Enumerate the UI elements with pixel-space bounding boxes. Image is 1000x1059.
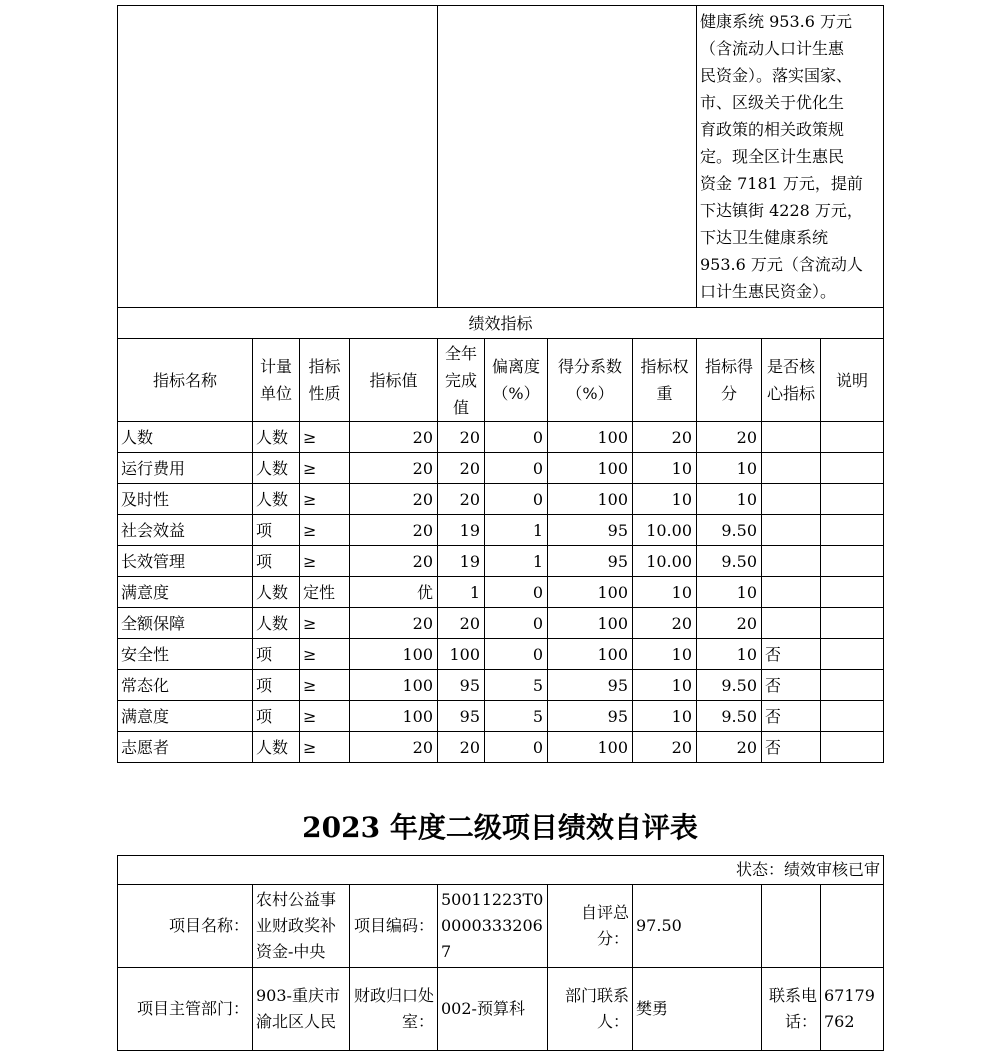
indicator-weight: 10: [633, 577, 697, 608]
indicator-unit: 人数: [253, 484, 300, 515]
indicator-coef: 100: [548, 422, 633, 453]
indicator-actual: 19: [438, 546, 485, 577]
indicator-nature: ≥: [300, 453, 350, 484]
indicator-unit: 人数: [253, 577, 300, 608]
section-title: 绩效指标: [118, 308, 884, 339]
header-note: 说明: [821, 339, 884, 422]
indicator-deviation: 1: [485, 546, 548, 577]
project-code: 50011223T000003332067: [438, 885, 548, 968]
indicator-deviation: 0: [485, 422, 548, 453]
indicator-actual: 1: [438, 577, 485, 608]
indicator-actual: 20: [438, 732, 485, 763]
description-line: 下达镇街 4228 万元，: [700, 201, 863, 220]
indicator-deviation: 5: [485, 701, 548, 732]
phone: 67179762: [821, 968, 884, 1051]
indicator-name: 及时性: [118, 484, 253, 515]
indicator-note: [821, 484, 884, 515]
indicator-core: [762, 453, 821, 484]
self-score: 97.50: [633, 885, 762, 968]
indicator-weight: 10: [633, 701, 697, 732]
blank-cell: [118, 6, 438, 308]
indicator-name: 常态化: [118, 670, 253, 701]
indicator-target: 100: [350, 639, 438, 670]
header-unit: 计量单位: [253, 339, 300, 422]
header-deviation: 偏离度（%）: [485, 339, 548, 422]
description-line: 定。现全区计生惠民: [700, 147, 845, 166]
indicator-core: [762, 546, 821, 577]
indicator-name: 志愿者: [118, 732, 253, 763]
indicator-unit: 项: [253, 515, 300, 546]
table-row: [118, 515, 884, 546]
indicator-score: 10: [697, 453, 762, 484]
description-line: 953.6 万元（含流动人: [700, 255, 863, 274]
header-nature: 指标性质: [300, 339, 350, 422]
indicator-score: 20: [697, 732, 762, 763]
indicator-target: 20: [350, 732, 438, 763]
indicator-note: [821, 453, 884, 484]
indicator-weight: 20: [633, 422, 697, 453]
indicator-name: 运行费用: [118, 453, 253, 484]
description-line: 健康系统 953.6 万元: [700, 12, 852, 31]
table-row: [118, 422, 884, 453]
document-title: 2023 年度二级项目绩效自评表: [302, 811, 698, 844]
table-row: [118, 670, 884, 701]
project-info-table: [117, 855, 884, 1051]
indicator-core: 否: [762, 670, 821, 701]
finance-label: 财政归口处室：: [350, 968, 438, 1051]
indicator-core: [762, 577, 821, 608]
description-line: 育政策的相关政策规: [700, 120, 845, 139]
table-row: [118, 546, 884, 577]
header-weight: 指标权重: [633, 339, 697, 422]
indicator-weight: 10: [633, 453, 697, 484]
indicator-nature: ≥: [300, 639, 350, 670]
contact: 樊勇: [633, 968, 762, 1051]
header-target: 指标值: [350, 339, 438, 422]
indicator-actual: 100: [438, 639, 485, 670]
indicator-actual: 95: [438, 701, 485, 732]
indicator-unit: 人数: [253, 422, 300, 453]
header-score: 指标得分: [697, 339, 762, 422]
dept: 903-重庆市渝北区人民: [253, 968, 350, 1051]
description-line: 市、区级关于优化生: [700, 93, 845, 112]
indicator-weight: 10: [633, 484, 697, 515]
indicator-core: 否: [762, 639, 821, 670]
blank-cell: [438, 6, 697, 308]
indicator-coef: 95: [548, 546, 633, 577]
description-line: 口计生惠民资金）。: [700, 282, 837, 301]
indicator-nature: 定性: [300, 577, 350, 608]
header-core: 是否核心指标: [762, 339, 821, 422]
indicator-weight: 20: [633, 608, 697, 639]
table-row: [118, 453, 884, 484]
indicator-core: [762, 515, 821, 546]
indicator-coef: 100: [548, 639, 633, 670]
indicator-target: 20: [350, 608, 438, 639]
indicator-deviation: 5: [485, 670, 548, 701]
indicator-name: 满意度: [118, 577, 253, 608]
blank-cell: [821, 885, 884, 968]
project-name: 农村公益事业财政奖补资金-中央: [253, 885, 350, 968]
indicator-nature: ≥: [300, 701, 350, 732]
indicator-actual: 20: [438, 422, 485, 453]
description-line: 资金 7181 万元，提前: [700, 174, 863, 193]
indicator-note: [821, 608, 884, 639]
indicator-coef: 100: [548, 608, 633, 639]
indicator-coef: 95: [548, 670, 633, 701]
indicator-note: [821, 639, 884, 670]
indicator-actual: 20: [438, 608, 485, 639]
indicator-weight: 10: [633, 670, 697, 701]
project-name-label: 项目名称：: [118, 885, 253, 968]
description-line: （含流动人口计生惠: [700, 39, 845, 58]
blank-cell: [762, 885, 821, 968]
indicator-coef: 100: [548, 732, 633, 763]
indicator-name: 长效管理: [118, 546, 253, 577]
indicator-deviation: 0: [485, 608, 548, 639]
indicator-deviation: 1: [485, 515, 548, 546]
indicator-target: 20: [350, 453, 438, 484]
indicator-name: 全额保障: [118, 608, 253, 639]
indicator-note: [821, 515, 884, 546]
indicator-unit: 项: [253, 701, 300, 732]
phone-label: 联系电话：: [762, 968, 821, 1051]
indicator-weight: 10: [633, 639, 697, 670]
indicator-unit: 项: [253, 670, 300, 701]
indicator-target: 100: [350, 670, 438, 701]
dept-label: 项目主管部门：: [118, 968, 253, 1051]
indicator-note: [821, 732, 884, 763]
description-line: 民资金）。落实国家、: [700, 66, 853, 85]
indicator-deviation: 0: [485, 577, 548, 608]
indicator-score: 9.50: [697, 670, 762, 701]
indicator-score: 20: [697, 608, 762, 639]
description-line: 下达卫生健康系统: [700, 228, 829, 247]
description-cell: [697, 6, 884, 308]
performance-table: [117, 5, 884, 763]
header-coef: 得分系数（%）: [548, 339, 633, 422]
indicator-deviation: 0: [485, 639, 548, 670]
indicator-deviation: 0: [485, 732, 548, 763]
indicator-actual: 20: [438, 453, 485, 484]
indicator-nature: ≥: [300, 515, 350, 546]
indicator-score: 10: [697, 577, 762, 608]
indicator-core: [762, 422, 821, 453]
indicator-weight: 20: [633, 732, 697, 763]
indicator-target: 优: [350, 577, 438, 608]
indicator-nature: ≥: [300, 608, 350, 639]
indicator-nature: ≥: [300, 732, 350, 763]
project-code-label: 项目编码：: [350, 885, 438, 968]
indicator-actual: 20: [438, 484, 485, 515]
indicator-unit: 人数: [253, 453, 300, 484]
indicator-score: 10: [697, 639, 762, 670]
indicator-target: 100: [350, 701, 438, 732]
table-row: [118, 701, 884, 732]
table-row: [118, 639, 884, 670]
indicator-target: 20: [350, 515, 438, 546]
indicator-note: [821, 422, 884, 453]
header-actual: 全年完成值: [438, 339, 485, 422]
indicator-unit: 人数: [253, 732, 300, 763]
indicator-target: 20: [350, 546, 438, 577]
indicator-unit: 项: [253, 546, 300, 577]
indicator-coef: 100: [548, 577, 633, 608]
self-score-label: 自评总分：: [548, 885, 633, 968]
indicator-core: [762, 608, 821, 639]
indicator-note: [821, 701, 884, 732]
indicator-nature: ≥: [300, 546, 350, 577]
indicator-actual: 19: [438, 515, 485, 546]
table-row: [118, 608, 884, 639]
indicator-nature: ≥: [300, 484, 350, 515]
indicator-target: 20: [350, 484, 438, 515]
indicator-name: 满意度: [118, 701, 253, 732]
indicator-score: 9.50: [697, 701, 762, 732]
finance: 002-预算科: [438, 968, 548, 1051]
indicator-score: 10: [697, 484, 762, 515]
indicator-nature: ≥: [300, 422, 350, 453]
indicator-core: [762, 484, 821, 515]
indicator-note: [821, 670, 884, 701]
table-row: [118, 484, 884, 515]
status-text: 状态：绩效审核已审: [118, 856, 884, 885]
indicator-deviation: 0: [485, 453, 548, 484]
indicator-name: 社会效益: [118, 515, 253, 546]
indicator-actual: 95: [438, 670, 485, 701]
table-row: [118, 577, 884, 608]
indicator-score: 9.50: [697, 515, 762, 546]
contact-label: 部门联系人：: [548, 968, 633, 1051]
indicator-coef: 95: [548, 701, 633, 732]
indicator-core: 否: [762, 732, 821, 763]
indicator-coef: 95: [548, 515, 633, 546]
indicator-core: 否: [762, 701, 821, 732]
indicator-note: [821, 546, 884, 577]
indicator-score: 9.50: [697, 546, 762, 577]
indicator-unit: 人数: [253, 608, 300, 639]
indicator-weight: 10.00: [633, 515, 697, 546]
indicator-deviation: 0: [485, 484, 548, 515]
header-name: 指标名称: [118, 339, 253, 422]
indicator-target: 20: [350, 422, 438, 453]
table-row: [118, 732, 884, 763]
indicator-name: 安全性: [118, 639, 253, 670]
indicator-name: 人数: [118, 422, 253, 453]
indicator-weight: 10.00: [633, 546, 697, 577]
indicator-coef: 100: [548, 453, 633, 484]
indicator-unit: 项: [253, 639, 300, 670]
indicator-score: 20: [697, 422, 762, 453]
indicator-note: [821, 577, 884, 608]
indicator-nature: ≥: [300, 670, 350, 701]
indicator-coef: 100: [548, 484, 633, 515]
